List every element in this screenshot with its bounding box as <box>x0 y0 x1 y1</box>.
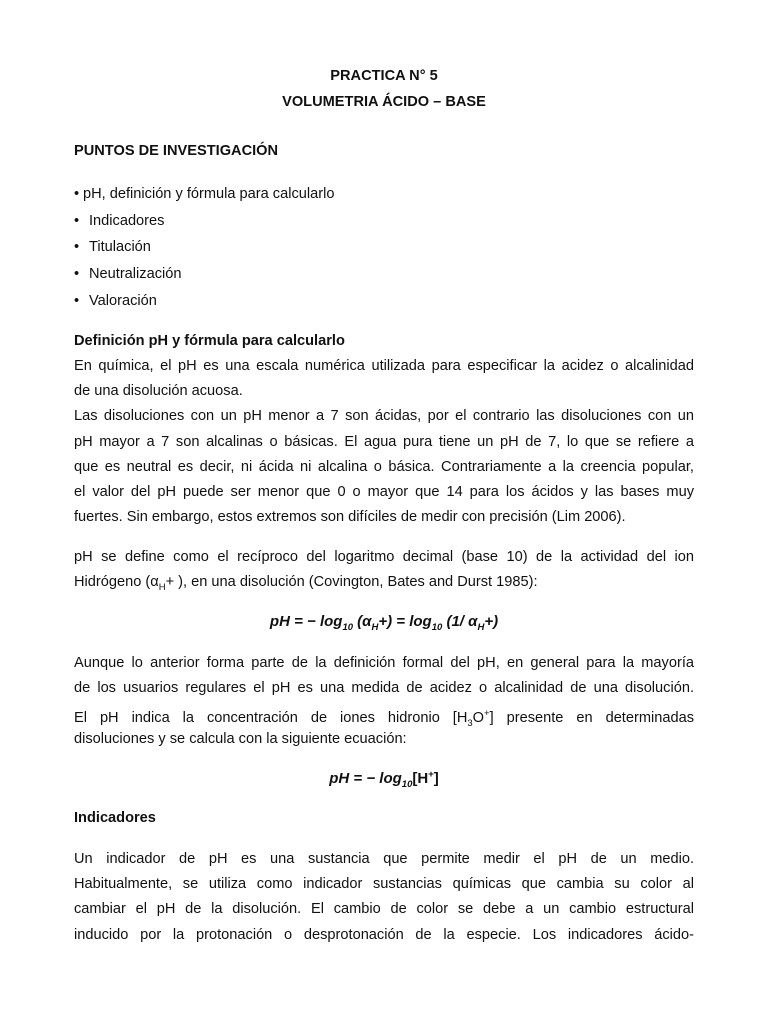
paragraph-line: En química, el pH es una escala numérica utilizada para especificar la acidez o alcalinidad <box>74 358 694 374</box>
formula-part: log <box>379 770 402 787</box>
text-run: ] presente en determinadas <box>489 710 695 727</box>
document-title: PRACTICA N° 5 <box>330 68 438 84</box>
superscript: + <box>484 708 490 720</box>
paragraph-line: pH se define como el recíproco del logaritmo decimal (base 10) de la actividad del ion <box>74 549 694 565</box>
formula-part: (1/ α <box>442 613 478 630</box>
formula-part: log <box>319 613 343 630</box>
subheading-ph: Definición pH y fórmula para calcularlo <box>74 333 345 349</box>
list-item-label: pH, definición y fórmula para calcularlo <box>83 186 335 202</box>
paragraph-indicadores <box>74 847 694 948</box>
list-item <box>74 288 334 315</box>
paragraph-line: Las disoluciones con un pH menor a 7 son ácidas, por el contrario las disoluciones con un <box>74 408 694 425</box>
formula-part: [H <box>412 770 429 787</box>
paragraph-line: de una disolución acuosa. <box>74 383 243 400</box>
paragraph-line <box>74 570 694 595</box>
paragraph-line: cambiar el pH de la disolución. El cambio de color se debe a un cambio estructural <box>74 901 694 918</box>
subscript: 10 <box>401 779 413 790</box>
paragraph-line <box>74 701 695 730</box>
subheading-indicadores: Indicadores <box>74 810 156 826</box>
paragraph-line: Un indicador de pH es una sustancia que permite medir el pH de un medio. <box>74 851 694 867</box>
text-run: Hidrógeno (α <box>74 574 159 591</box>
formula-part: (α <box>353 613 372 630</box>
text-run: El pH indica la concentración de iones hidronio [H <box>74 710 468 727</box>
text-run: O <box>472 710 485 727</box>
paragraph-line: Aunque lo anterior forma parte de la definición formal del pH, en general para la mayoría <box>74 655 694 671</box>
section-heading: PUNTOS DE INVESTIGACIÓN <box>74 143 279 159</box>
list-item-label: Neutralización <box>89 266 182 283</box>
list-item <box>74 208 334 235</box>
formula-part: +) <box>484 613 499 630</box>
subscript: H <box>477 622 485 633</box>
paragraph-line: Habitualmente, se utiliza como indicador sustancias químicas que cambia su color al <box>74 876 694 893</box>
formula-part: pH <box>329 770 350 787</box>
paragraph-ph-definition <box>74 354 694 530</box>
paragraph-ph-usage <box>74 651 694 752</box>
list-item <box>74 261 334 288</box>
paragraph-line: el valor del pH puede ser menor que 0 o mayor que 14 para los ácidos y las bases muy <box>74 483 694 500</box>
formula-part: = − <box>349 770 380 787</box>
list-item-label: Valoración <box>89 292 157 309</box>
paragraph-line: de los usuarios regulares el pH es una medida de acidez o alcalinidad de una disolución. <box>74 680 694 697</box>
formula-ph-concentration <box>74 769 694 790</box>
list-item <box>74 234 334 261</box>
subscript: H <box>371 622 379 633</box>
formula-part: pH <box>269 613 290 630</box>
text-run: + ), en una disolución (Covington, Bates and Durst 1985): <box>165 574 538 591</box>
bullet-icon: • <box>74 186 80 202</box>
subscript: 10 <box>431 622 443 633</box>
bullet-icon: • <box>74 212 80 229</box>
paragraph-line: fuertes. Sin embargo, estos extremos son difíciles de medir con precisión (Lim 2006). <box>74 509 626 526</box>
paragraph-line: inducido por la protonación o desprotonación de la especie. Los indicadores ácido- <box>74 926 694 943</box>
paragraph-line: que es neutral es decir, ni ácida ni alcalina o básica. Contrariamente a la creencia popular, <box>74 458 694 475</box>
list-item-label: Indicadores <box>89 212 165 229</box>
paragraph-line: pH mayor a 7 son alcalinas o básicas. El agua pura tiene un pH de 7, lo que se refiere a <box>74 433 694 450</box>
formula-part: ] <box>433 770 439 787</box>
subscript: H <box>158 582 166 594</box>
subscript: 3 <box>467 718 473 730</box>
formula-part: log <box>409 613 432 630</box>
title-block <box>74 63 694 115</box>
paragraph-ph-reciprocal <box>74 545 694 595</box>
superscript: + <box>428 769 434 780</box>
bullet-list <box>74 181 334 314</box>
formula-part: +) = <box>378 613 410 630</box>
bullet-icon: • <box>74 239 80 256</box>
list-item <box>74 181 334 208</box>
formula-part: = − <box>289 613 320 630</box>
bullet-icon: • <box>74 292 80 309</box>
paragraph-line: disoluciones y se calcula con la siguiente ecuación: <box>74 730 407 747</box>
subscript: 10 <box>342 622 354 633</box>
bullet-icon: • <box>74 266 80 283</box>
document-subtitle: VOLUMETRIA ÁCIDO – BASE <box>282 94 486 110</box>
list-item-label: Titulación <box>89 239 151 256</box>
formula-ph-definition <box>74 613 694 633</box>
